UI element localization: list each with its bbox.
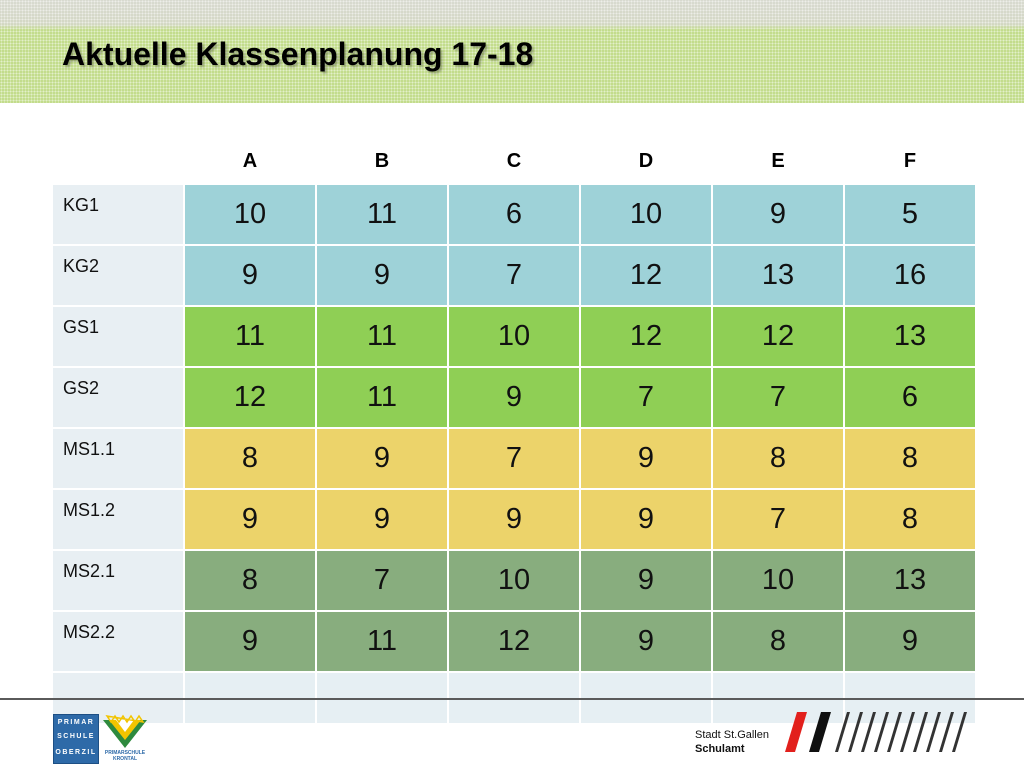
logo-text-line: PRIMAR	[57, 719, 95, 726]
table-cell: 12	[580, 306, 712, 367]
table-cell: 12	[712, 306, 844, 367]
table-row	[53, 428, 976, 489]
column-header: D	[638, 149, 654, 172]
table-cell: 9	[580, 611, 712, 672]
logo-text-line: OBERZIL	[55, 749, 97, 756]
column-header: C	[506, 149, 522, 172]
page-title: Aktuelle Klassenplanung 17-18	[62, 36, 534, 72]
row-label: KG2	[53, 245, 184, 306]
table-cell: 9	[712, 185, 844, 245]
table-cell: 8	[844, 489, 976, 550]
table-header-row	[53, 137, 976, 185]
column-header: F	[903, 149, 917, 172]
table-cell: 8	[844, 428, 976, 489]
table-cell: 10	[184, 185, 316, 245]
table-cell: 13	[712, 245, 844, 306]
row-label: MS1.2	[53, 489, 184, 550]
table-cell: 13	[844, 550, 976, 611]
table-row	[53, 367, 976, 428]
table-cell: 7	[448, 428, 580, 489]
table-cell: 9	[316, 489, 448, 550]
table-cell: 16	[844, 245, 976, 306]
class-planning-table	[53, 137, 977, 725]
row-label: MS1.1	[53, 428, 184, 489]
corner-cell	[53, 137, 184, 185]
table-cell: 13	[844, 306, 976, 367]
row-label: KG1	[53, 185, 184, 245]
table-cell: 11	[316, 185, 448, 245]
row-label: MS2.2	[53, 611, 184, 672]
table-row	[53, 489, 976, 550]
department-name: Schulamt	[695, 743, 745, 755]
row-label: GS2	[53, 367, 184, 428]
table-cell: 9	[316, 428, 448, 489]
table-cell: 7	[712, 489, 844, 550]
row-label: GS1	[53, 306, 184, 367]
primarschule-oberzil-logo	[53, 714, 99, 764]
table-cell: 9	[184, 611, 316, 672]
column-header: A	[242, 149, 258, 172]
column-header: E	[771, 149, 785, 172]
footer-divider	[0, 698, 1024, 700]
table-cell: 9	[184, 489, 316, 550]
table-cell: 7	[316, 550, 448, 611]
table-cell: 12	[184, 367, 316, 428]
table-cell: 10	[712, 550, 844, 611]
table-cell: 12	[448, 611, 580, 672]
logo-text-line: PRIMARSCHULE	[104, 750, 146, 756]
table-cell: 9	[580, 489, 712, 550]
table-cell: 9	[316, 245, 448, 306]
table-cell: 6	[448, 185, 580, 245]
table-row	[53, 185, 976, 245]
table-row	[53, 611, 976, 672]
table-cell: 9	[580, 428, 712, 489]
table-cell: 12	[580, 245, 712, 306]
table-cell: 8	[184, 428, 316, 489]
table-row	[53, 306, 976, 367]
table-cell: 7	[580, 367, 712, 428]
table-cell: 10	[580, 185, 712, 245]
table-cell: 11	[316, 611, 448, 672]
table-cell: 8	[712, 611, 844, 672]
table-row	[53, 550, 976, 611]
krontal-logo-text	[99, 750, 151, 762]
city-label	[695, 728, 769, 756]
table-cell: 10	[448, 550, 580, 611]
table-cell: 7	[448, 245, 580, 306]
row-label: MS2.1	[53, 550, 184, 611]
logo-text-line: SCHULE	[57, 733, 95, 740]
table-cell: 9	[580, 550, 712, 611]
table-cell: 11	[316, 367, 448, 428]
table-cell: 8	[712, 428, 844, 489]
logo-text-line: KRONTAL	[112, 756, 138, 762]
table-cell: 10	[448, 306, 580, 367]
table-cell: 7	[712, 367, 844, 428]
table-cell: 9	[184, 245, 316, 306]
table-cell: 9	[448, 489, 580, 550]
table-cell: 6	[844, 367, 976, 428]
table-cell: 9	[844, 611, 976, 672]
table-cell: 11	[184, 306, 316, 367]
table-cell: 9	[448, 367, 580, 428]
column-header: B	[374, 149, 390, 172]
table-row	[53, 245, 976, 306]
table-cell: 5	[844, 185, 976, 245]
table-cell: 11	[316, 306, 448, 367]
table-cell: 8	[184, 550, 316, 611]
stadt-stgallen-stripes-logo	[785, 710, 975, 754]
city-name: Stadt St.Gallen	[695, 729, 769, 741]
